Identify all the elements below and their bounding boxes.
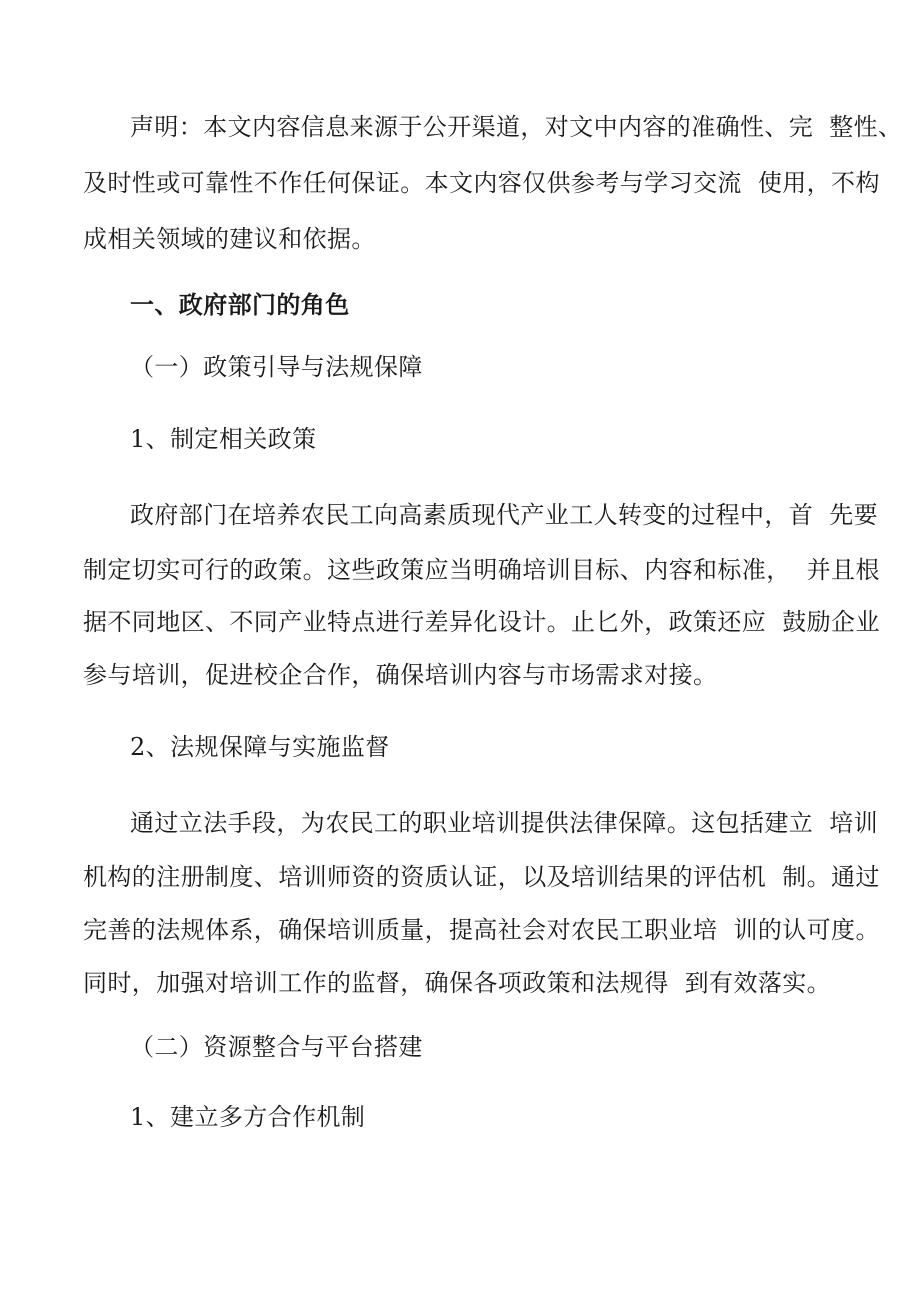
disclaimer-line-1: 声明：本文内容信息来源于公开渠道，对文中内容的准确性、完 整性、 bbox=[130, 113, 903, 141]
item-heading-3: 1、建立多方合作机制 bbox=[130, 1103, 366, 1131]
subsection-heading-2: （二）资源整合与平台搭建 bbox=[130, 1033, 423, 1061]
section-heading: 一、政府部门的角色 bbox=[130, 290, 350, 319]
paragraph-2-line-2: 机构的注册制度、培训师资的资质认证，以及培训结果的评估机 制。通过 bbox=[83, 863, 880, 891]
paragraph-2-line-4: 同时，加强对培训工作的监督，确保各项政策和法规得 到有效落实。 bbox=[83, 969, 832, 997]
paragraph-2-line-3: 完善的法规体系，确保培训质量，提高社会对农民工职业培 训的认可度。 bbox=[83, 916, 880, 944]
paragraph-2-line-1: 通过立法手段，为农民工的职业培训提供法律保障。这包括建立 培训 bbox=[130, 809, 879, 837]
paragraph-1-line-2: 制定切实可行的政策。这些政策应当明确培训目标、内容和标准， 并且根 bbox=[83, 556, 880, 584]
subsection-heading-1: （一）政策引导与法规保障 bbox=[130, 353, 423, 381]
item-heading-1: 1、制定相关政策 bbox=[130, 425, 317, 453]
disclaimer-line-2: 及时性或可靠性不作任何保证。本文内容仅供参考与学习交流 使用，不构 bbox=[83, 169, 880, 197]
disclaimer-line-3: 成相关领域的建议和依据。 bbox=[83, 225, 376, 253]
item-heading-2: 2、法规保障与实施监督 bbox=[130, 733, 390, 761]
paragraph-1-line-4: 参与培训，促进校企合作，确保培训内容与市场需求对接。 bbox=[83, 661, 718, 689]
paragraph-1-line-1: 政府部门在培养农民工向高素质现代产业工人转变的过程中，首 先要 bbox=[130, 501, 879, 529]
paragraph-1-line-3: 据不同地区、不同产业特点进行差异化设计。止匕外，政策还应 鼓励企业 bbox=[83, 608, 880, 636]
